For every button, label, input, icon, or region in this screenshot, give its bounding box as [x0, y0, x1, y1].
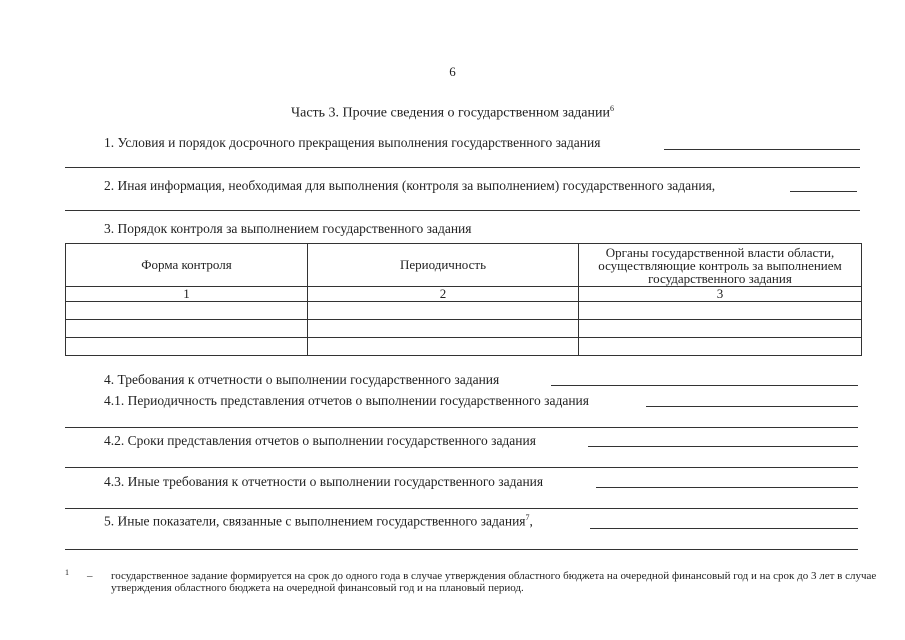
item2-label: 2. Иная информация, необходимая для выполнения (контроля за выполнением) государственного задания,	[104, 178, 716, 193]
table-cell[interactable]	[66, 320, 308, 338]
item1-fill-line[interactable]	[664, 149, 860, 150]
item43-fill-line[interactable]	[596, 487, 858, 488]
item42-fill-line[interactable]	[588, 446, 858, 447]
table-cell[interactable]	[66, 338, 308, 356]
table-cell[interactable]	[308, 302, 579, 320]
item1-continuation-line[interactable]	[65, 167, 860, 168]
table-row	[66, 302, 862, 320]
item42-continuation-line[interactable]	[65, 467, 858, 468]
item5-footnote-ref: 7	[525, 513, 530, 522]
table-cell[interactable]	[579, 338, 862, 356]
column-number: 3	[579, 287, 862, 302]
table-row	[66, 320, 862, 338]
item2-continuation-line[interactable]	[65, 210, 860, 211]
item5-text: 5. Иные показатели, связанные с выполнением государственного задания	[104, 513, 526, 529]
item41-label: 4.1. Периодичность представления отчетов о выполнении государственного задания	[104, 393, 589, 408]
item42-label: 4.2. Сроки представления отчетов о выполнении государственного задания	[104, 433, 536, 448]
header-control-bodies: Органы государственной власти области, осуществляющие контроль за выполнением государственного задания	[579, 244, 862, 287]
table-row	[66, 338, 862, 356]
header-form-of-control: Форма контроля	[66, 244, 308, 287]
item41-fill-line[interactable]	[646, 406, 858, 407]
footnote-text: государственное задание формируется на срок до одного года в случае утверждения областного бюджета на очередной финансовый год и на срок до 3 лет в случае утверждения областного бюджета на очередной финансовый год и на плановый период.	[111, 570, 877, 594]
control-table	[65, 243, 862, 356]
table-header-row	[66, 244, 862, 287]
table-cell[interactable]	[579, 302, 862, 320]
item41-continuation-line[interactable]	[65, 427, 858, 428]
item3-label: 3. Порядок контроля за выполнением государственного задания	[104, 221, 472, 236]
column-number: 2	[308, 287, 579, 302]
page-number: 6	[449, 64, 456, 79]
item5-label	[104, 513, 533, 530]
item5-comma: ,	[529, 513, 533, 529]
item43-continuation-line[interactable]	[65, 508, 858, 509]
part-title-footnote-ref: 6	[610, 104, 614, 113]
footnote	[65, 568, 877, 600]
item2-fill-line[interactable]	[790, 191, 857, 192]
item1-label: 1. Условия и порядок досрочного прекращения выполнения государственного задания	[104, 135, 601, 150]
table-cell[interactable]	[308, 320, 579, 338]
item43-label: 4.3. Иные требования к отчетности о выполнении государственного задания	[104, 474, 544, 489]
column-number: 1	[66, 287, 308, 302]
item4-label: 4. Требования к отчетности о выполнении государственного задания	[104, 372, 500, 387]
item4-fill-line[interactable]	[551, 385, 858, 386]
table-cell[interactable]	[579, 320, 862, 338]
part-title	[0, 104, 905, 122]
part-title-text: Часть 3. Прочие сведения о государственном задании	[291, 105, 610, 121]
footnote-dash: –	[87, 570, 93, 582]
item5-fill-line[interactable]	[590, 528, 858, 529]
table-cell[interactable]	[308, 338, 579, 356]
header-periodicity: Периодичность	[308, 244, 579, 287]
footnote-mark: 1	[65, 568, 69, 577]
item5-continuation-line[interactable]	[65, 549, 858, 550]
table-cell[interactable]	[66, 302, 308, 320]
table-number-row	[66, 287, 862, 302]
